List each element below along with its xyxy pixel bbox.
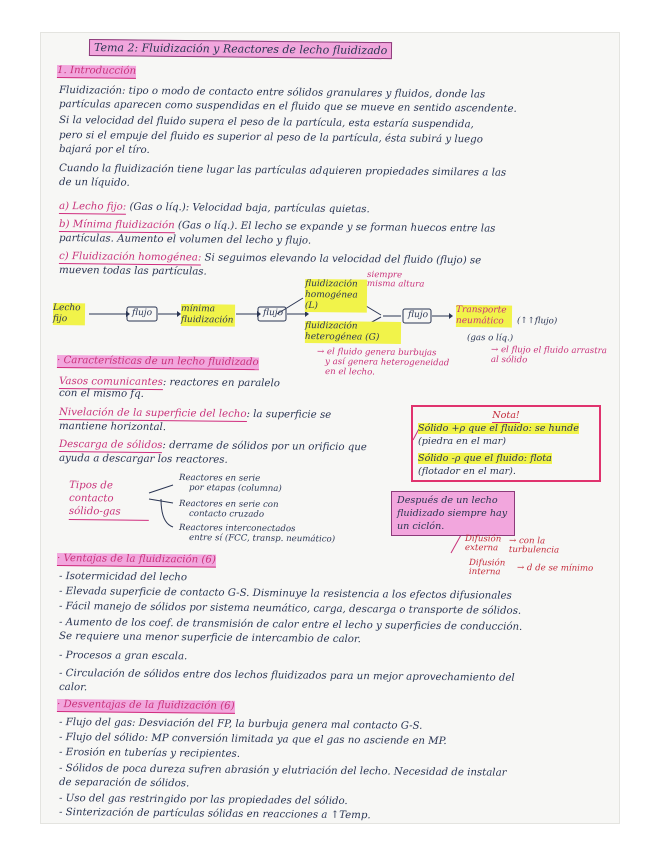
despues-box: Después de un lecho fluidizado siempre hay un ciclón. <box>391 491 515 536</box>
tipos-label: Tipos de contacto sólido-gas <box>69 479 149 521</box>
intro-line: Fluidización: tipo o modo de contacto entre sólidos granulares y fluidos, donde las <box>58 85 486 101</box>
difusion-externa: Difusión externa <box>464 534 502 554</box>
caract-label: Vasos comunicantes <box>58 376 163 389</box>
tipos-2a: Reactores en serie con <box>178 499 279 511</box>
ventaja-item: - Isotermicidad del lecho <box>58 571 188 584</box>
diagram-homogenea: fluidización homogénea (L) <box>305 279 367 313</box>
intro-heading: 1. Introducción <box>56 65 137 77</box>
diagram-flujo-3: flujo <box>407 310 429 321</box>
stage-text: mueven todas las partículas. <box>58 265 207 278</box>
desventaja-item: - Sólidos de poca dureza sufren abrasión y elutriación del lecho. Necesidad de instalar <box>58 763 507 779</box>
ventaja-item: - Elevada superficie de contacto G-S. Disminuye la resistencia a los efectos difusionales <box>58 586 512 602</box>
stage-label: b) Mínima fluidización <box>58 219 175 232</box>
caract-text: con el mismo fq. <box>58 388 144 400</box>
diagram-heterogenea: fluidización heterogénea (G) <box>305 321 401 344</box>
ventaja-item: - Circulación de sólidos entre dos lechos fluidizados para un mejor aprovechamiento del <box>58 668 515 684</box>
intro-line: Si la velocidad del fluido supera el peso de la partícula, esta estaría suspendida, <box>58 115 474 131</box>
nota-line: (piedra en el mar) <box>418 436 506 447</box>
ventaja-item: - Fácil manejo de sólidos por sistema neumático, carga, descarga o transporte de sólidos. <box>58 601 522 617</box>
caract-text: : la superficie se <box>246 408 332 421</box>
difusion-interna: Difusión interna <box>468 558 506 578</box>
ventaja-item: calor. <box>58 682 88 694</box>
diagram-transporte: Transporte neumático <box>456 305 512 328</box>
desventaja-item: de separación de sólidos. <box>58 777 190 790</box>
stage-text: (Gas o líq.): Velocidad baja, partículas quietas. <box>126 201 370 216</box>
difusion-turbulencia: → con la turbulencia <box>508 536 560 556</box>
stage-text: Si seguimos elevando la velocidad del fluido (flujo) se <box>201 252 482 267</box>
nota-line: Sólido +ρ que el fluido: se hunde <box>418 423 579 434</box>
diagram-flujo-1: flujo <box>131 308 153 319</box>
desventaja-item: - Flujo del gas: Desviación del FP, la burbuja genera mal contacto G-S. <box>58 717 423 732</box>
stage-text: partículas. Aumento el volumen del lecho y flujo. <box>58 233 312 247</box>
caract-text: : derrame de sólidos por un orificio que <box>162 440 367 454</box>
caract-text: mantiene horizontal. <box>58 421 167 434</box>
nota-heading: Nota! <box>492 410 520 421</box>
diagram-gas-liq: (gas o líq.) <box>466 333 514 344</box>
ventajas-heading: · Ventajas de la fluidización (6) <box>56 553 216 566</box>
diagram-burbujas-1: → el fluido genera burbujas <box>316 347 437 359</box>
caract-label: Nivelación de la superficie del lecho <box>58 407 247 420</box>
stage-text: (Gas o líq.). El lecho se expande y se forman huecos entre las <box>174 220 496 235</box>
intro-line: de un líquido. <box>58 177 130 189</box>
desventaja-item: - Flujo del sólido: MP conversión limitada ya que el gas no asciende en MP. <box>58 732 447 748</box>
diagram-burbujas-2: y así genera heterogeneidad <box>324 357 450 369</box>
diagram-flujo-2: flujo <box>262 308 284 319</box>
ventaja-item: - Procesos a gran escala. <box>58 650 188 663</box>
tipos-2b: contacto cruzado <box>188 509 265 520</box>
tipos-1a: Reactores en serie <box>178 473 261 484</box>
difusion-minimo: → d de se mínimo <box>516 563 594 574</box>
intro-line: partículas aparecen como suspendidas en el fluido que se mueve en sentido ascendente. <box>58 99 517 115</box>
diagram-burbujas-3: en el lecho. <box>324 367 375 378</box>
diagram-arrastre: → el flujo el fluido arrastra al sólido <box>490 345 607 366</box>
ventaja-item: Se requiere una menor superficie de intercambio de calor. <box>58 631 361 646</box>
desventaja-item: - Uso del gas restringido por las propiedades del sólido. <box>58 793 348 808</box>
desventaja-item: - Erosión en tuberías y recipientes. <box>58 747 241 760</box>
diagram-siempre: siempre misma altura <box>366 270 425 290</box>
caract-label: Descarga de sólidos <box>58 439 163 452</box>
nota-line: (flotador en el mar). <box>418 466 516 477</box>
stage-label: c) Fluidización homogénea: <box>58 251 202 264</box>
intro-line: bajará por el tíro. <box>58 144 150 156</box>
tipos-1b: por etapas (columna) <box>188 483 282 494</box>
desventaja-item: - Sinterización de partículas sólidas en reacciones a ↑Temp. <box>58 807 371 822</box>
desventajas-heading: · Desventajas de la fluidización (6) <box>56 699 235 712</box>
diagram-lecho-fijo: Lecho fijo <box>53 303 85 325</box>
page-title: Tema 2: Fluidización y Reactores de lecho fluidizado <box>89 39 393 59</box>
tipos-3a: Reactores interconectados <box>178 523 296 535</box>
intro-line: pero si el empuje del fluido es superior al peso de la partícula, ésta subirá y luego <box>58 130 483 146</box>
caract-heading: · Características de un lecho fluidizado <box>56 355 259 369</box>
intro-line: Cuando la fluidización tiene lugar las partículas adquieren propiedades similares a las <box>58 163 507 179</box>
stage-label: a) Lecho fijo: <box>58 201 127 213</box>
ventaja-item: - Aumento de los coef. de transmisión de calor entre el lecho y superficies de conducción. <box>58 617 523 633</box>
diagram-flujo-note: (↑↑flujo) <box>516 316 558 327</box>
caract-text: : reactores en paralelo <box>162 377 280 390</box>
tipos-3b: entre sí (FCC, transp. neumático) <box>188 533 336 545</box>
diagram-minima: mínima fluidización <box>180 304 234 326</box>
nota-line: Sólido -ρ que el fluido: flota <box>418 453 552 464</box>
caract-text: ayuda a descargar los reactores. <box>58 453 228 466</box>
notebook-page <box>40 32 620 824</box>
